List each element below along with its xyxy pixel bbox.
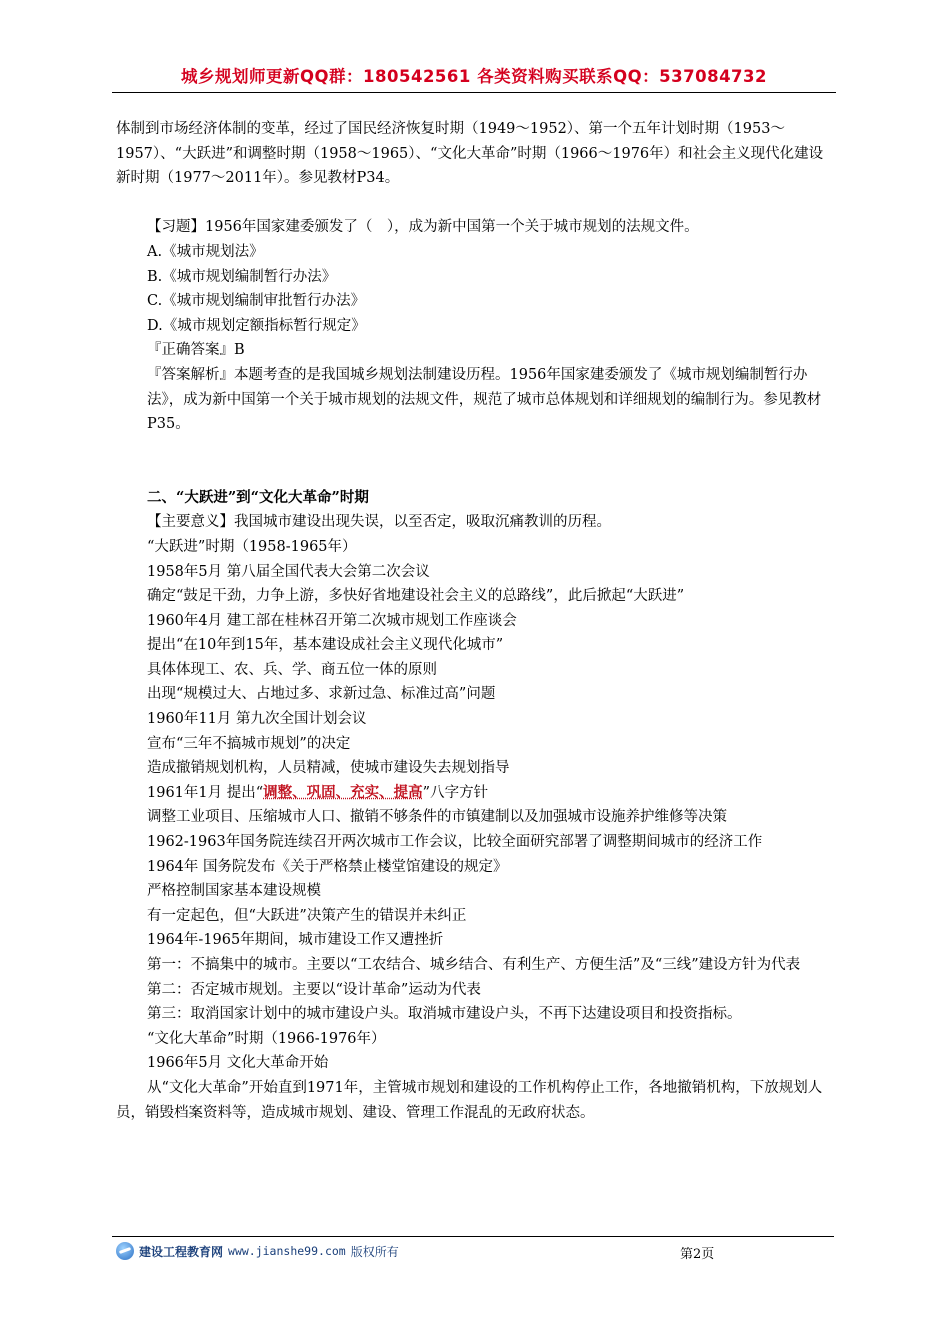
list-item: 具体体现工、农、兵、学、商五位一体的原则 (147, 661, 437, 678)
list-item: 1960年11月 第九次全国计划会议 (147, 711, 367, 728)
list-item: 严格控制国家基本建设规模 (147, 883, 321, 900)
list-item: 确定“鼓足干劲，力争上游，多快好省地建设社会主义的总路线”，此后掀起“大跃进” (147, 588, 685, 605)
list-item: 1966年5月 文化大革命开始 (147, 1055, 329, 1072)
list-item: 宣布“三年不搞城市规划”的决定 (147, 735, 351, 752)
footer-brand-block (116, 1240, 399, 1262)
option-b: B.《城市规划编制暂行办法》 (147, 268, 337, 285)
list-item: 调整工业项目、压缩城市人口、撤销不够条件的市镇建制以及加强城市设施养护维修等决策 (147, 809, 727, 826)
footer-brand: 建设工程教育网 (139, 1244, 224, 1259)
list-item: 1964年-1965年期间，城市建设工作又遭挫折 (147, 932, 444, 949)
list-item: 提出“在10年到15年，基本建设成社会主义现代化城市” (147, 637, 504, 654)
list-item: 1960年4月 建工部在桂林召开第二次城市规划工作座谈会 (147, 612, 517, 629)
list-item: 从“文化大革命”开始直到1971年，主管城市规划和建设的工作机构停止工作，各地撤销机构，下放规划人员，销毁档案资料等，造成城市规划、建设、管理工作混乱的无政府状态。 (116, 1079, 823, 1121)
footer-divider (112, 1236, 834, 1237)
policy-prefix: 1961年1月 提出“ (147, 784, 264, 801)
list-item: 第三：取消国家计划中的城市建设户头。取消城市建设户头，不再下达建设项目和投资指标。 (147, 1006, 742, 1023)
footer-site-url[interactable]: www.jianshe99.com (228, 1244, 346, 1258)
policy-1961-line (116, 781, 836, 806)
list-item: 1962-1963年国务院连续召开两次城市工作会议，比较全面研究部署了调整期间城市的经济工作 (147, 834, 763, 851)
list-item: 出现“规模过大、占地过多、求新过急、标准过高”问题 (147, 686, 496, 703)
document-body (116, 117, 836, 1125)
answer-analysis: 『答案解析』本题考查的是我国城乡规划法制建设历程。1956年国家建委颁发了《城市规划编制暂行办法》，成为新中国第一个关于城市规划的法规文件，规范了城市总体规划和详细规划的编制行为。参见教材P35。 (147, 366, 822, 433)
list-item: “文化大革命”时期（1966-1976年） (147, 1030, 386, 1047)
option-c: C.《城市规划编制审批暂行办法》 (147, 293, 366, 310)
question-stem: 【习题】1956年国家建委颁发了（ ），成为新中国第一个关于城市规划的法规文件。 (147, 219, 699, 236)
policy-suffix: ”八字方针 (422, 784, 489, 801)
option-a: A.《城市规划法》 (147, 243, 264, 260)
list-item: 【主要意义】我国城市建设出现失误，以至否定，吸取沉痛教训的历程。 (147, 514, 611, 531)
correct-answer: 『正确答案』B (147, 342, 245, 359)
footer-rights: 版权所有 (350, 1244, 399, 1259)
list-item: 1958年5月 第八届全国代表大会第二次会议 (147, 563, 430, 580)
page-number: 第2页 (680, 1247, 715, 1262)
list-item: “大跃进”时期（1958-1965年） (147, 538, 357, 555)
list-item: 有一定起色，但“大跃进”决策产生的错误并未纠正 (147, 907, 467, 924)
list-item: 1964年 国务院发布《关于严格禁止楼堂馆建设的规定》 (147, 858, 508, 875)
list-item: 造成撤销规划机构，人员精减，使城市建设失去规划指导 (147, 760, 510, 777)
list-item: 第一：不搞集中的城市。主要以“工农结合、城乡结合、有利生产、方便生活”及“三线”建设方针为代表 (147, 957, 801, 973)
header-banner: 城乡规划师更新QQ群：180542561 各类资料购买联系QQ：537084732 (180, 67, 767, 86)
section-title: 二、“大跃进”到“文化大革命”时期 (147, 488, 369, 506)
page-header (112, 64, 836, 93)
globe-logo-icon (116, 1242, 134, 1260)
list-item: 第二：否定城市规划。主要以“设计革命”运动为代表 (147, 981, 481, 998)
intro-paragraph: 体制到市场经济体制的变革，经过了国民经济恢复时期（1949～1952）、第一个五年计划时期（1953～1957）、“大跃进”和调整时期（1958～1965）、“文化大革命”时期（1966～1976年）和社会主义现代化建设新时期（1977～2011年）。参见教材P34。 (116, 121, 824, 187)
eight-character-policy: 调整、巩固、充实、提高 (263, 783, 423, 801)
option-d: D.《城市规划定额指标暂行规定》 (147, 317, 366, 334)
